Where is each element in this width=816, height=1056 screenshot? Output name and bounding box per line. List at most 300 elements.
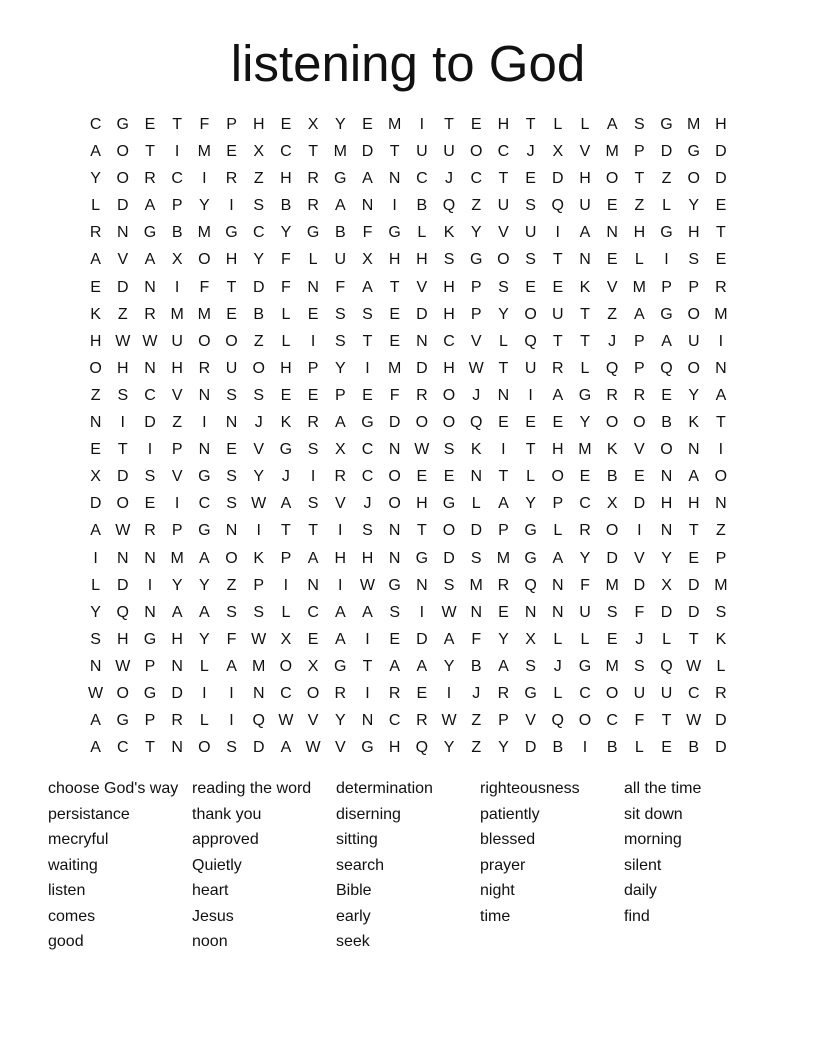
grid-letter: Q	[116, 603, 129, 621]
grid-letter: N	[252, 684, 265, 702]
grid-letter: F	[335, 278, 346, 296]
grid-letter: E	[525, 278, 536, 296]
grid-letter: B	[606, 468, 618, 486]
grid-letter: D	[470, 522, 482, 540]
grid-letter: N	[552, 603, 564, 621]
grid-letter: S	[226, 386, 237, 404]
grid-letter: G	[334, 170, 347, 188]
grid-letter: F	[389, 386, 400, 404]
grid-letter: N	[388, 170, 401, 188]
word-list-item: blessed	[480, 831, 536, 848]
grid-letter: S	[443, 251, 455, 269]
grid-letter: Y	[443, 657, 455, 675]
grid-letter: T	[716, 224, 726, 242]
grid-letter: S	[226, 495, 237, 513]
grid-letter: H	[117, 630, 129, 648]
grid-letter: S	[525, 657, 536, 675]
grid-letter: W	[468, 359, 484, 377]
grid-letter: O	[605, 170, 619, 188]
grid-letter: O	[442, 522, 456, 540]
grid-letter: V	[634, 549, 645, 567]
grid-letter: O	[116, 143, 129, 161]
grid-letter: P	[253, 576, 265, 594]
grid-letter: C	[361, 468, 374, 486]
word-list-column	[624, 776, 768, 955]
grid-letter: N	[524, 603, 537, 621]
grid-letter: V	[334, 495, 346, 513]
word-list-item: patiently	[480, 805, 540, 823]
grid-letter: E	[634, 468, 645, 486]
grid-letter: N	[361, 712, 374, 730]
grid-letter: O	[116, 170, 129, 188]
grid-letter: V	[498, 224, 509, 242]
grid-letter: I	[637, 522, 642, 540]
grid-letter: A	[171, 603, 183, 621]
grid-letter: N	[416, 576, 428, 594]
grid-letter: N	[715, 495, 727, 513]
grid-letter: N	[144, 549, 156, 567]
grid-letter: E	[280, 116, 292, 133]
grid-letter: T	[688, 630, 699, 648]
grid-letter: E	[389, 630, 400, 648]
grid-letter: O	[198, 251, 211, 269]
grid-letter: D	[687, 603, 700, 621]
grid-letter: M	[469, 576, 483, 594]
grid-letter: N	[171, 657, 183, 675]
grid-letter: R	[606, 386, 618, 404]
grid-letter: L	[580, 630, 590, 648]
grid-letter: C	[252, 224, 265, 242]
grid-letter: C	[497, 143, 510, 161]
word-list-item: sit down	[624, 805, 683, 823]
grid-letter: D	[633, 495, 646, 513]
grid-letter: W	[686, 712, 702, 730]
grid-letter: H	[117, 359, 129, 377]
grid-letter: E	[307, 386, 319, 404]
grid-letter: I	[283, 576, 289, 594]
grid-letter: Q	[660, 657, 673, 675]
grid-letter: V	[579, 143, 591, 161]
grid-letter: H	[361, 549, 374, 567]
grid-letter: T	[416, 522, 427, 540]
grid-letter: W	[88, 684, 104, 702]
grid-letter: L	[281, 305, 291, 323]
grid-letter: M	[578, 441, 592, 459]
grid-letter: Z	[90, 386, 101, 404]
grid-letter: J	[472, 684, 481, 702]
grid-letter: L	[471, 495, 481, 513]
grid-letter: O	[116, 684, 129, 702]
grid-letter: D	[171, 684, 183, 702]
grid-letter: S	[443, 576, 455, 594]
grid-letter: N	[144, 278, 156, 296]
grid-letter: H	[416, 495, 428, 513]
grid-letter: G	[660, 116, 673, 133]
grid-letter: T	[525, 441, 536, 459]
grid-letter: M	[605, 657, 619, 675]
grid-letter: A	[688, 468, 700, 486]
grid-letter: E	[498, 603, 509, 621]
grid-letter: L	[580, 116, 590, 133]
grid-letter: D	[416, 630, 428, 648]
grid-letter: A	[498, 495, 509, 513]
grid-letter: U	[524, 359, 537, 377]
grid-letter: K	[470, 441, 482, 459]
grid-letter: Q	[660, 359, 673, 377]
grid-letter: X	[525, 630, 536, 648]
grid-letter: D	[606, 549, 618, 567]
grid-letter: Y	[688, 386, 700, 404]
grid-letter: E	[416, 684, 428, 702]
grid-letter: M	[605, 143, 619, 161]
grid-letter: B	[416, 197, 428, 215]
grid-letter: L	[553, 684, 563, 702]
grid-letter: A	[498, 657, 509, 675]
grid-letter: Z	[471, 197, 482, 215]
grid-letter: T	[117, 441, 128, 459]
grid-letter: U	[225, 359, 238, 377]
grid-letter: E	[90, 278, 101, 296]
grid-letter: I	[365, 630, 370, 648]
grid-letter: J	[608, 332, 617, 350]
grid-letter: I	[419, 116, 425, 133]
grid-letter: M	[714, 305, 728, 323]
grid-letter: Q	[551, 197, 564, 215]
grid-letter: E	[226, 143, 237, 161]
grid-letter: E	[606, 630, 618, 648]
word-list-item: choose God's way	[48, 780, 179, 797]
grid-letter: M	[252, 657, 266, 675]
grid-letter: Y	[498, 630, 509, 648]
grid-letter: L	[199, 657, 209, 675]
grid-letter: R	[225, 170, 238, 188]
grid-letter: S	[634, 657, 645, 675]
grid-letter: G	[306, 224, 320, 242]
grid-letter: F	[580, 576, 590, 594]
grid-letter: X	[334, 441, 346, 459]
grid-letter: X	[552, 143, 564, 161]
grid-letter: H	[715, 116, 727, 133]
grid-letter: O	[89, 359, 102, 377]
grid-letter: A	[715, 386, 727, 404]
grid-letter: S	[90, 630, 101, 648]
grid-letter: G	[388, 576, 401, 594]
grid-letter: N	[579, 251, 591, 269]
grid-letter: E	[688, 549, 700, 567]
grid-letter: W	[441, 603, 457, 621]
grid-letter: S	[362, 305, 373, 323]
grid-letter: S	[525, 197, 536, 215]
word-list-item: good	[48, 933, 84, 950]
grid-letter: W	[115, 522, 131, 540]
grid-letter: W	[251, 630, 267, 648]
grid-letter: M	[632, 278, 646, 296]
grid-letter: A	[634, 305, 645, 323]
grid-letter: R	[334, 684, 347, 702]
word-list-item: morning	[624, 831, 682, 848]
grid-letter: L	[91, 197, 101, 215]
grid-letter: S	[498, 278, 509, 296]
grid-letter: G	[279, 441, 293, 459]
grid-letter: J	[635, 630, 644, 648]
grid-letter: T	[145, 739, 155, 757]
grid-letter: I	[718, 441, 724, 459]
grid-letter: Y	[661, 549, 672, 567]
grid-letter: N	[307, 278, 319, 296]
grid-letter: I	[174, 278, 180, 296]
grid-letter: Y	[90, 603, 101, 621]
grid-letter: Y	[334, 712, 346, 730]
grid-letter: T	[226, 278, 237, 296]
grid-letter: Y	[334, 359, 346, 377]
grid-letter: O	[605, 684, 619, 702]
grid-letter: Z	[471, 712, 482, 730]
grid-letter: O	[442, 386, 456, 404]
grid-letter: I	[365, 684, 370, 702]
grid-letter: I	[365, 359, 370, 377]
grid-letter: L	[91, 576, 101, 594]
grid-letter: Z	[607, 305, 618, 323]
grid-letter: V	[253, 441, 265, 459]
grid-letter: A	[144, 197, 156, 215]
grid-letter: P	[661, 278, 672, 296]
grid-letter: W	[278, 712, 294, 730]
grid-letter: H	[687, 495, 700, 513]
grid-letter: X	[171, 251, 183, 269]
grid-letter: U	[171, 332, 183, 350]
grid-letter: D	[117, 197, 129, 215]
grid-letter: E	[307, 630, 319, 648]
grid-letter: A	[362, 278, 373, 296]
grid-letter: K	[579, 278, 591, 296]
grid-letter: F	[471, 630, 482, 648]
grid-letter: C	[388, 712, 401, 730]
grid-letter: O	[687, 305, 700, 323]
grid-letter: A	[661, 332, 672, 350]
grid-letter: S	[307, 495, 319, 513]
grid-letter: W	[251, 495, 267, 513]
grid-letter: S	[688, 251, 700, 269]
grid-letter: D	[388, 414, 401, 432]
grid-letter: I	[446, 684, 452, 702]
grid-letter: Y	[171, 576, 183, 594]
grid-letter: D	[117, 576, 129, 594]
grid-letter: R	[307, 170, 319, 188]
grid-letter: V	[334, 739, 346, 757]
grid-letter: N	[660, 522, 673, 540]
grid-letter: R	[715, 684, 727, 702]
grid-letter: S	[226, 739, 237, 757]
grid-letter: E	[715, 251, 727, 269]
grid-letter: K	[253, 549, 265, 567]
grid-letter: P	[715, 549, 727, 567]
grid-letter: O	[116, 495, 129, 513]
grid-letter: E	[144, 495, 156, 513]
grid-letter: H	[388, 739, 401, 757]
grid-letter: I	[392, 197, 397, 215]
grid-letter: R	[715, 278, 727, 296]
grid-letter: N	[307, 576, 319, 594]
grid-letter: H	[89, 332, 102, 350]
grid-letter: R	[307, 197, 319, 215]
grid-letter: I	[202, 414, 207, 432]
grid-letter: L	[553, 116, 563, 133]
grid-letter: K	[90, 305, 101, 323]
grid-letter: Y	[688, 197, 700, 215]
grid-letter: C	[89, 116, 102, 133]
grid-letter: E	[606, 197, 618, 215]
grid-letter: O	[660, 441, 673, 459]
grid-letter: G	[578, 657, 592, 675]
grid-letter: Z	[634, 197, 645, 215]
grid-letter: B	[171, 224, 183, 242]
word-list-item: daily	[624, 882, 657, 899]
grid-letter: H	[171, 359, 183, 377]
grid-letter: M	[333, 143, 347, 161]
grid-letter: Y	[498, 305, 509, 323]
grid-letter: C	[307, 603, 319, 621]
grid-letter: J	[281, 468, 290, 486]
grid-letter: Y	[579, 549, 591, 567]
grid-letter: T	[444, 116, 454, 133]
grid-letter: S	[253, 603, 265, 621]
grid-letter: K	[280, 414, 292, 432]
grid-letter: G	[361, 414, 374, 432]
grid-letter: P	[470, 305, 482, 323]
grid-letter: T	[498, 468, 509, 486]
word-list-item: comes	[48, 907, 96, 925]
grid-letter: T	[145, 143, 155, 161]
grid-letter: E	[389, 332, 400, 350]
grid-letter: P	[470, 278, 482, 296]
grid-letter: W	[115, 657, 131, 675]
grid-letter: T	[498, 359, 509, 377]
grid-letter: G	[524, 684, 537, 702]
grid-letter: P	[171, 197, 183, 215]
word-list-item: listen	[48, 882, 86, 899]
grid-letter: A	[416, 657, 428, 675]
grid-letter: S	[470, 549, 482, 567]
grid-letter: C	[280, 143, 292, 161]
word-list-item: Bible	[336, 882, 372, 899]
grid-letter: S	[525, 251, 536, 269]
grid-letter: O	[497, 251, 510, 269]
grid-letter: H	[633, 224, 646, 242]
grid-letter: G	[524, 549, 537, 567]
grid-letter: C	[443, 332, 455, 350]
grid-letter: N	[606, 224, 618, 242]
grid-letter: A	[90, 251, 101, 269]
grid-letter: S	[634, 116, 645, 133]
grid-letter: P	[634, 359, 645, 377]
grid-letter: A	[199, 603, 210, 621]
grid-letter: Z	[661, 170, 672, 188]
grid-letter: I	[338, 576, 343, 594]
grid-letter: L	[526, 468, 536, 486]
grid-letter: F	[634, 603, 645, 621]
grid-letter: E	[362, 386, 373, 404]
grid-letter: D	[660, 603, 673, 621]
grid-letter: G	[334, 657, 347, 675]
grid-letter: N	[225, 414, 238, 432]
grid-letter: C	[579, 495, 591, 513]
grid-letter: S	[389, 603, 400, 621]
grid-letter: B	[253, 305, 265, 323]
word-list-item: silent	[624, 856, 662, 874]
grid-letter: R	[633, 386, 646, 404]
grid-letter: P	[171, 441, 183, 459]
grid-letter: H	[171, 630, 183, 648]
grid-letter: A	[90, 143, 101, 161]
grid-letter: I	[718, 332, 724, 350]
grid-letter: V	[307, 712, 319, 730]
grid-letter: E	[470, 116, 482, 133]
grid-letter: X	[362, 251, 373, 269]
grid-letter: G	[578, 386, 592, 404]
grid-letter: Z	[471, 739, 482, 757]
grid-letter: N	[171, 739, 183, 757]
grid-letter: P	[226, 116, 237, 133]
grid-letter: F	[199, 116, 210, 133]
grid-letter: U	[524, 224, 537, 242]
grid-letter: C	[280, 684, 292, 702]
grid-letter: W	[305, 739, 321, 757]
grid-letter: H	[660, 495, 673, 513]
grid-letter: G	[660, 224, 673, 242]
grid-letter: L	[281, 332, 291, 350]
grid-letter: R	[89, 224, 102, 242]
grid-letter: U	[497, 197, 510, 215]
grid-letter: E	[715, 197, 727, 215]
word-list-item: reading the word	[192, 780, 312, 797]
grid-letter: I	[202, 170, 207, 188]
grid-letter: H	[334, 549, 347, 567]
grid-letter: N	[687, 441, 700, 459]
grid-letter: T	[389, 278, 400, 296]
grid-letter: N	[225, 522, 238, 540]
grid-letter: O	[225, 549, 238, 567]
grid-letter: L	[553, 522, 563, 540]
grid-letter: N	[388, 522, 401, 540]
grid-letter: U	[579, 603, 591, 621]
grid-letter: U	[660, 684, 673, 702]
grid-letter: A	[362, 170, 373, 188]
grid-letter: O	[469, 143, 483, 161]
word-list-item: time	[480, 907, 511, 925]
grid-letter: D	[361, 143, 374, 161]
grid-letter: V	[171, 468, 183, 486]
grid-letter: W	[686, 657, 702, 675]
grid-letter: O	[388, 468, 401, 486]
grid-letter: N	[198, 386, 211, 404]
grid-letter: N	[470, 468, 482, 486]
grid-letter: O	[442, 414, 456, 432]
grid-letter: J	[526, 143, 535, 161]
grid-letter: R	[171, 712, 183, 730]
grid-letter: H	[388, 251, 401, 269]
grid-letter: Y	[90, 170, 101, 188]
grid-letter: I	[93, 549, 98, 567]
grid-letter: D	[715, 143, 727, 161]
word-list-column	[336, 776, 480, 955]
grid-letter: A	[90, 522, 101, 540]
grid-letter: A	[579, 224, 591, 242]
grid-letter: S	[144, 468, 156, 486]
grid-letter: H	[280, 170, 292, 188]
grid-letter: O	[306, 684, 320, 702]
grid-letter: G	[116, 116, 129, 133]
grid-letter: G	[415, 549, 429, 567]
